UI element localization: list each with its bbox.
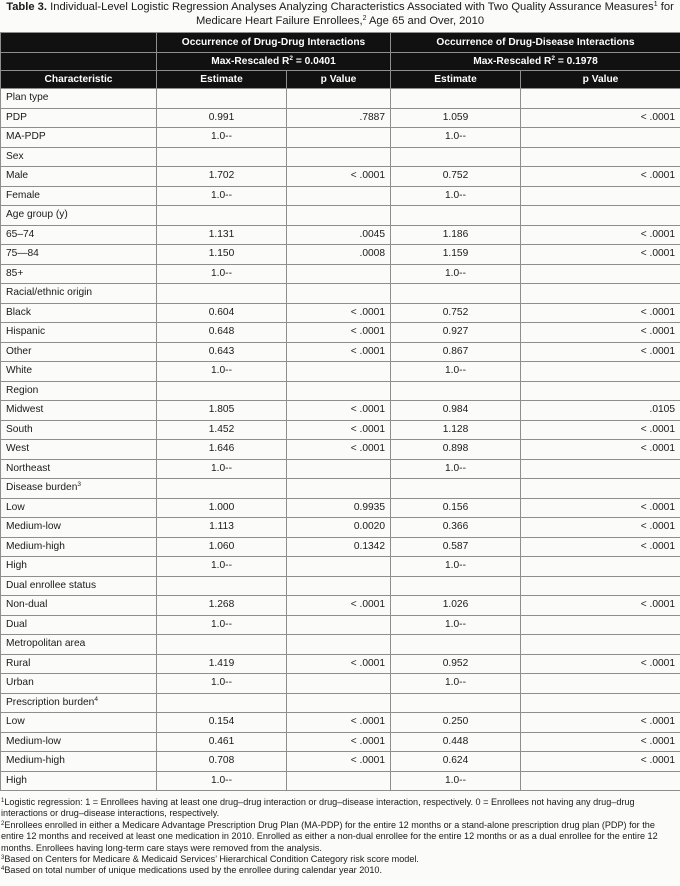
footnote-text: Based on Centers for Medicare & Medicaid Services’ Hierarchical Condition Category risk score model. <box>4 854 419 865</box>
table-row <box>1 264 680 284</box>
estimate-cell: 1.0-- <box>157 615 287 635</box>
estimate-cell: 1.0-- <box>157 459 287 479</box>
table-row <box>1 713 680 733</box>
estimate-cell: 0.624 <box>391 752 521 772</box>
footnote-text: Based on total number of unique medications used by the enrollee during calendar year 2010. <box>4 865 382 876</box>
characteristic-cell: High <box>1 557 157 577</box>
p-value-cell <box>521 186 680 206</box>
table-row <box>1 128 680 148</box>
regression-table <box>0 32 680 791</box>
empty-cell <box>287 284 391 304</box>
estimate-cell: 1.805 <box>157 401 287 421</box>
empty-cell <box>157 284 287 304</box>
estimate-cell: 0.648 <box>157 323 287 343</box>
p-value-cell <box>287 362 391 382</box>
category-label <box>1 381 157 401</box>
footnote <box>1 820 674 854</box>
p-value-cell: < .0001 <box>521 713 680 733</box>
empty-cell <box>391 381 521 401</box>
characteristic-cell: Midwest <box>1 401 157 421</box>
p-value-cell: < .0001 <box>521 323 680 343</box>
p-value-cell: < .0001 <box>521 498 680 518</box>
table-row <box>1 596 680 616</box>
empty-cell <box>287 635 391 655</box>
empty-cell <box>391 479 521 499</box>
p-value-cell: < .0001 <box>287 732 391 752</box>
fit-value: = 0.0401 <box>292 55 336 67</box>
p-value-cell: < .0001 <box>287 323 391 343</box>
estimate-cell: 0.867 <box>391 342 521 362</box>
characteristic-cell: Northeast <box>1 459 157 479</box>
table-row <box>1 654 680 674</box>
estimate-cell: 1.0-- <box>157 362 287 382</box>
estimate-cell: 1.0-- <box>391 557 521 577</box>
estimate-cell: 1.0-- <box>391 128 521 148</box>
estimate-cell: 1.131 <box>157 225 287 245</box>
characteristic-cell: Other <box>1 342 157 362</box>
p-value-cell <box>287 771 391 791</box>
estimate-cell: 1.702 <box>157 167 287 187</box>
p-value-cell: 0.1342 <box>287 537 391 557</box>
characteristic-cell: High <box>1 771 157 791</box>
model-fit-drug-disease <box>391 53 680 71</box>
fit-value: = 0.1978 <box>554 55 598 67</box>
p-value-cell: < .0001 <box>521 440 680 460</box>
empty-cell <box>157 693 287 713</box>
characteristic-cell: Female <box>1 186 157 206</box>
estimate-cell: 0.604 <box>157 303 287 323</box>
p-value-cell: < .0001 <box>521 752 680 772</box>
estimate-cell: 0.156 <box>391 498 521 518</box>
category-label <box>1 635 157 655</box>
p-value-cell: < .0001 <box>521 303 680 323</box>
footnote-ref: 2 <box>362 14 367 22</box>
estimate-cell: 0.643 <box>157 342 287 362</box>
estimate-cell: 1.0-- <box>391 674 521 694</box>
table-row <box>1 752 680 772</box>
category-label-text: Dual enrollee status <box>6 579 97 591</box>
p-value-cell: < .0001 <box>521 732 680 752</box>
table-body <box>1 89 680 791</box>
estimate-cell: 1.159 <box>391 245 521 265</box>
table-row <box>1 440 680 460</box>
empty-cell <box>521 89 680 109</box>
p-value-cell: < .0001 <box>287 303 391 323</box>
estimate-cell: 0.250 <box>391 713 521 733</box>
group-header-drug-disease: Occurrence of Drug-Disease Interactions <box>391 33 680 53</box>
characteristic-cell: Rural <box>1 654 157 674</box>
column-header-p-value: p Value <box>287 71 391 89</box>
estimate-cell: 0.952 <box>391 654 521 674</box>
p-value-cell: < .0001 <box>521 596 680 616</box>
p-value-cell: < .0001 <box>521 225 680 245</box>
p-value-cell: .0045 <box>287 225 391 245</box>
table-title <box>0 0 680 30</box>
p-value-cell: < .0001 <box>287 752 391 772</box>
empty-cell <box>391 284 521 304</box>
p-value-cell <box>521 771 680 791</box>
characteristic-cell: Male <box>1 167 157 187</box>
characteristic-cell: Low <box>1 713 157 733</box>
characteristic-cell: Non-dual <box>1 596 157 616</box>
table-row <box>1 518 680 538</box>
p-value-cell: < .0001 <box>287 167 391 187</box>
empty-cell <box>521 635 680 655</box>
p-value-cell: < .0001 <box>287 420 391 440</box>
p-value-cell <box>521 459 680 479</box>
p-value-cell <box>521 615 680 635</box>
empty-cell <box>521 576 680 596</box>
empty-cell <box>521 381 680 401</box>
category-label-text: Sex <box>6 150 24 162</box>
table-row <box>1 362 680 382</box>
category-label-text: Disease burden <box>6 482 78 494</box>
model-fit-drug-drug <box>157 53 391 71</box>
p-value-cell <box>521 128 680 148</box>
table-row <box>1 498 680 518</box>
empty-cell <box>287 576 391 596</box>
estimate-cell: 1.0-- <box>391 459 521 479</box>
footnote-mark: 3 <box>1 855 5 862</box>
characteristic-cell: 85+ <box>1 264 157 284</box>
category-row <box>1 479 680 499</box>
p-value-cell <box>287 264 391 284</box>
footnote-ref: 1 <box>653 1 658 8</box>
estimate-cell: 1.113 <box>157 518 287 538</box>
table-row <box>1 108 680 128</box>
table-row <box>1 459 680 479</box>
characteristic-cell: Low <box>1 498 157 518</box>
p-value-cell <box>521 362 680 382</box>
empty-cell <box>287 206 391 226</box>
p-value-cell: .0105 <box>521 401 680 421</box>
table-row <box>1 537 680 557</box>
characteristic-cell: 75—84 <box>1 245 157 265</box>
p-value-cell: 0.0020 <box>287 518 391 538</box>
table-row <box>1 674 680 694</box>
estimate-cell: 1.000 <box>157 498 287 518</box>
estimate-cell: 1.0-- <box>157 771 287 791</box>
p-value-cell <box>521 264 680 284</box>
category-row <box>1 147 680 167</box>
estimate-cell: 1.060 <box>157 537 287 557</box>
category-label-text: Racial/ethnic origin <box>6 287 93 299</box>
estimate-cell: 1.0-- <box>391 615 521 635</box>
category-label-text: Age group (y) <box>6 209 68 221</box>
table-row <box>1 303 680 323</box>
estimate-cell: 1.0-- <box>391 264 521 284</box>
column-header-estimate: Estimate <box>391 71 521 89</box>
characteristic-cell: MA-PDP <box>1 128 157 148</box>
p-value-cell <box>287 615 391 635</box>
p-value-cell: < .0001 <box>521 518 680 538</box>
category-label-text: Plan type <box>6 92 49 104</box>
p-value-cell <box>287 186 391 206</box>
table-row <box>1 245 680 265</box>
empty-cell <box>287 89 391 109</box>
characteristic-cell: Medium-low <box>1 732 157 752</box>
empty-cell <box>391 693 521 713</box>
empty-cell <box>157 147 287 167</box>
p-value-cell: 0.9935 <box>287 498 391 518</box>
estimate-cell: 0.991 <box>157 108 287 128</box>
header-blank <box>1 33 157 53</box>
characteristic-cell: Medium-high <box>1 752 157 772</box>
empty-cell <box>521 693 680 713</box>
p-value-cell: < .0001 <box>287 401 391 421</box>
category-label <box>1 479 157 499</box>
footnote-ref: 3 <box>77 481 81 489</box>
estimate-cell: 0.752 <box>391 303 521 323</box>
empty-cell <box>391 89 521 109</box>
table-row <box>1 771 680 791</box>
p-value-cell: < .0001 <box>521 245 680 265</box>
table-title-text: Individual-Level Logistic Regression Analyses Analyzing Characteristics Associated with Two Quality Assurance Measures <box>50 1 654 13</box>
estimate-cell: 1.026 <box>391 596 521 616</box>
empty-cell <box>391 206 521 226</box>
estimate-cell: 1.419 <box>157 654 287 674</box>
table-row <box>1 420 680 440</box>
category-label <box>1 89 157 109</box>
category-row <box>1 284 680 304</box>
empty-cell <box>287 479 391 499</box>
table-title-text: Age 65 and Over, 2010 <box>366 14 485 27</box>
characteristic-cell: Urban <box>1 674 157 694</box>
footnote-text: Logistic regression: 1 = Enrollees having at least one drug–drug interaction or drug–disease interaction, respectively. 0 = Enrollees not having any drug–drug interactions or drug–disease interactions, respectively. <box>1 797 635 819</box>
estimate-cell: 0.587 <box>391 537 521 557</box>
characteristic-cell: South <box>1 420 157 440</box>
footnote <box>1 865 674 876</box>
estimate-cell: 1.0-- <box>391 186 521 206</box>
characteristic-cell: PDP <box>1 108 157 128</box>
empty-cell <box>157 381 287 401</box>
estimate-cell: 0.461 <box>157 732 287 752</box>
column-header-p-value: p Value <box>521 71 680 89</box>
category-row <box>1 89 680 109</box>
p-value-cell: < .0001 <box>521 654 680 674</box>
category-label <box>1 693 157 713</box>
table-row <box>1 167 680 187</box>
table-row <box>1 323 680 343</box>
category-row <box>1 693 680 713</box>
p-value-cell: .7887 <box>287 108 391 128</box>
table-row <box>1 186 680 206</box>
estimate-cell: 1.0-- <box>157 557 287 577</box>
empty-cell <box>521 206 680 226</box>
p-value-cell: < .0001 <box>521 108 680 128</box>
table-row <box>1 615 680 635</box>
fit-sup: 2 <box>289 54 293 62</box>
p-value-cell: < .0001 <box>521 342 680 362</box>
column-header-estimate: Estimate <box>157 71 287 89</box>
column-header-characteristic: Characteristic <box>1 71 157 89</box>
p-value-cell: < .0001 <box>521 167 680 187</box>
footnote-ref: 4 <box>94 695 98 703</box>
estimate-cell: 0.898 <box>391 440 521 460</box>
estimate-cell: 1.0-- <box>157 264 287 284</box>
estimate-cell: 1.186 <box>391 225 521 245</box>
header-blank <box>1 53 157 71</box>
p-value-cell: < .0001 <box>287 342 391 362</box>
category-label-text: Prescription burden <box>6 696 95 708</box>
category-row <box>1 381 680 401</box>
footnote <box>1 854 674 865</box>
category-label <box>1 576 157 596</box>
estimate-cell: 0.927 <box>391 323 521 343</box>
p-value-cell: < .0001 <box>521 420 680 440</box>
table-row <box>1 557 680 577</box>
empty-cell <box>521 479 680 499</box>
p-value-cell: < .0001 <box>287 713 391 733</box>
estimate-cell: 0.366 <box>391 518 521 538</box>
p-value-cell <box>521 674 680 694</box>
group-header-drug-drug: Occurrence of Drug-Drug Interactions <box>157 33 391 53</box>
footnotes <box>0 797 680 877</box>
p-value-cell: < .0001 <box>287 596 391 616</box>
estimate-cell: 1.0-- <box>157 186 287 206</box>
fit-label: Max-Rescaled R <box>211 55 290 67</box>
footnote-text: Enrollees enrolled in either a Medicare Advantage Prescription Drug Plan (MA-PDP) for the entire 12 months or a stand-alone prescription drug plan (PDP) for the entire 12 months and received at least one medication in 2010. Enrolled as either a non-dual enrollee for the entire 12 months or as a dual enrollee for the entire 12 months. Enrollees having long-term care stays were removed from the analysis. <box>1 819 658 853</box>
table-title-text: for Medicare Heart Failure Enrollees, <box>195 1 674 27</box>
empty-cell <box>287 381 391 401</box>
category-label <box>1 206 157 226</box>
p-value-cell: < .0001 <box>287 654 391 674</box>
p-value-cell <box>287 128 391 148</box>
category-label <box>1 284 157 304</box>
empty-cell <box>157 576 287 596</box>
characteristic-cell: White <box>1 362 157 382</box>
characteristic-cell: Dual <box>1 615 157 635</box>
characteristic-cell: Hispanic <box>1 323 157 343</box>
empty-cell <box>157 89 287 109</box>
empty-cell <box>287 147 391 167</box>
estimate-cell: 1.268 <box>157 596 287 616</box>
category-label-text: Region <box>6 384 39 396</box>
empty-cell <box>391 635 521 655</box>
footnote-mark: 2 <box>1 820 5 827</box>
category-label-text: Metropolitan area <box>6 638 86 650</box>
estimate-cell: 0.984 <box>391 401 521 421</box>
table-row <box>1 401 680 421</box>
table-row <box>1 732 680 752</box>
estimate-cell: 1.646 <box>157 440 287 460</box>
category-label <box>1 147 157 167</box>
estimate-cell: 1.0-- <box>157 128 287 148</box>
estimate-cell: 1.059 <box>391 108 521 128</box>
table-label: Table 3. <box>6 1 48 13</box>
empty-cell <box>521 147 680 167</box>
empty-cell <box>521 284 680 304</box>
estimate-cell: 1.150 <box>157 245 287 265</box>
p-value-cell <box>521 557 680 577</box>
estimate-cell: 1.0-- <box>391 362 521 382</box>
category-row <box>1 635 680 655</box>
characteristic-cell: Medium-low <box>1 518 157 538</box>
p-value-cell <box>287 459 391 479</box>
p-value-cell: .0008 <box>287 245 391 265</box>
characteristic-cell: 65–74 <box>1 225 157 245</box>
footnote-mark: 4 <box>1 866 5 873</box>
estimate-cell: 1.452 <box>157 420 287 440</box>
empty-cell <box>391 147 521 167</box>
category-row <box>1 576 680 596</box>
estimate-cell: 1.0-- <box>391 771 521 791</box>
characteristic-cell: Black <box>1 303 157 323</box>
footnote <box>1 797 674 820</box>
characteristic-cell: West <box>1 440 157 460</box>
empty-cell <box>157 635 287 655</box>
p-value-cell: < .0001 <box>287 440 391 460</box>
estimate-cell: 0.752 <box>391 167 521 187</box>
empty-cell <box>287 693 391 713</box>
characteristic-cell: Medium-high <box>1 537 157 557</box>
p-value-cell <box>287 674 391 694</box>
p-value-cell: < .0001 <box>521 537 680 557</box>
estimate-cell: 0.448 <box>391 732 521 752</box>
table-row <box>1 225 680 245</box>
estimate-cell: 0.708 <box>157 752 287 772</box>
p-value-cell <box>287 557 391 577</box>
footnote-mark: 1 <box>1 798 5 804</box>
estimate-cell: 1.128 <box>391 420 521 440</box>
empty-cell <box>157 206 287 226</box>
fit-label: Max-Rescaled R <box>473 55 552 67</box>
estimate-cell: 0.154 <box>157 713 287 733</box>
estimate-cell: 1.0-- <box>157 674 287 694</box>
empty-cell <box>157 479 287 499</box>
table-row <box>1 342 680 362</box>
empty-cell <box>391 576 521 596</box>
fit-sup: 2 <box>551 54 555 62</box>
category-row <box>1 206 680 226</box>
